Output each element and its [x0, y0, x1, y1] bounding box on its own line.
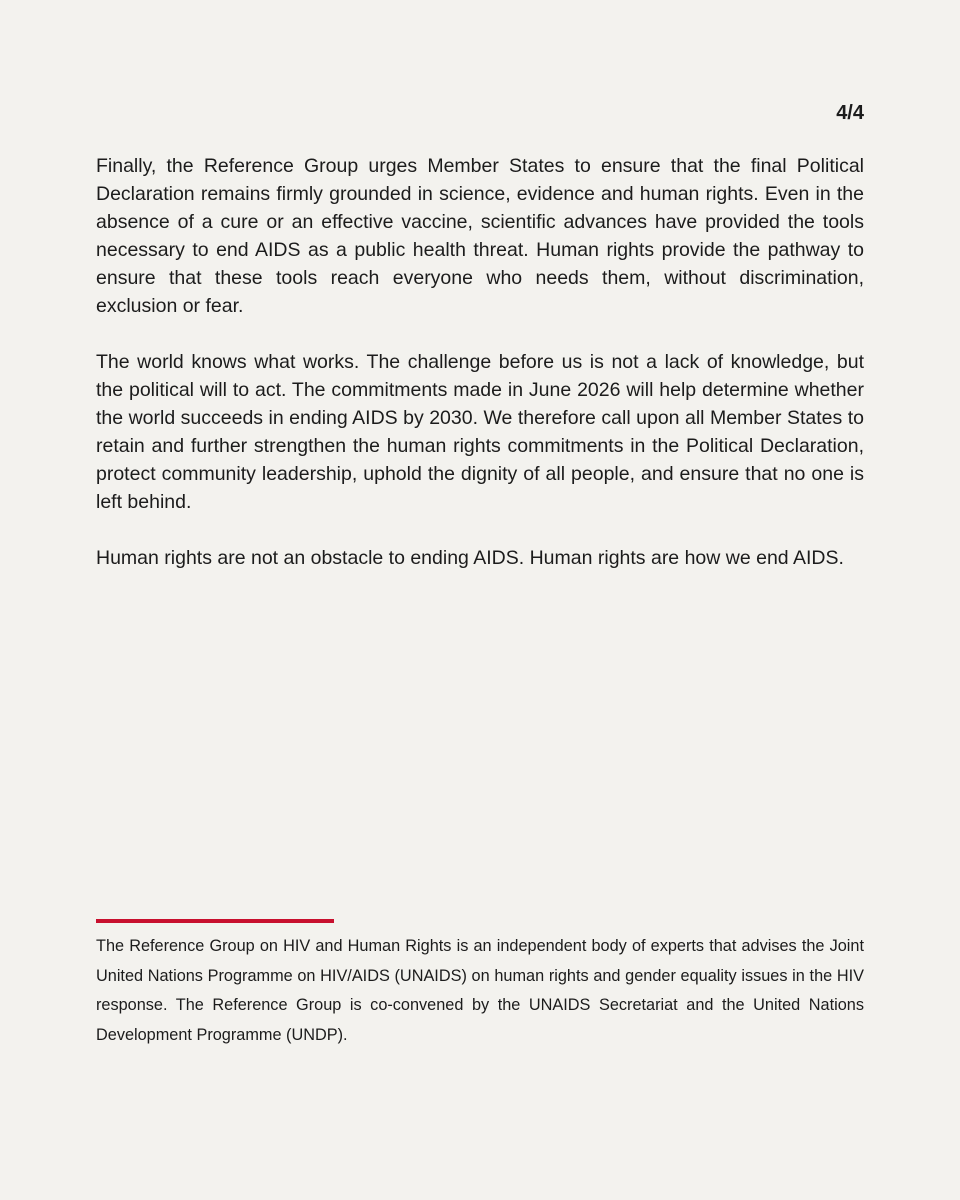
paragraph-closing-statement: Human rights are not an obstacle to ending AIDS. Human rights are how we end AIDS.: [96, 547, 844, 569]
page-number: 4/4: [836, 102, 864, 124]
paragraph-science-evidence: Finally, the Reference Group urges Member States to ensure that the final Political Declaration remains firmly grounded in science, evidence and human rights. Even in the absence of a cure or an effective vaccine, scientific advances have provided the tools necessary to end AIDS as a public health threat. Human rights provide the pathway to ensure that these tools reach everyone who needs them, without discrimination, exclusion or fear.: [96, 155, 864, 317]
footer-note: [96, 919, 864, 1050]
footer-description: The Reference Group on HIV and Human Rights is an independent body of experts that advises the Joint United Nations Programme on HIV/AIDS (UNAIDS) on human rights and gender equality issues in the HIV response. The Reference Group is co-convened by the UNAIDS Secretariat and the United Nations Development Programme (UNDP).: [96, 937, 864, 1044]
paragraph-political-will: The world knows what works. The challenge before us is not a lack of knowledge, but the political will to act. The commitments made in June 2026 will help determine whether the world succeeds in ending AIDS by 2030. We therefore call upon all Member States to retain and further strengthen the human rights commitments in the Political Declaration, protect community leadership, uphold the dignity of all people, and ensure that no one is left behind.: [96, 351, 864, 513]
document-body: [96, 152, 864, 600]
footer-divider-rule: [96, 919, 334, 923]
